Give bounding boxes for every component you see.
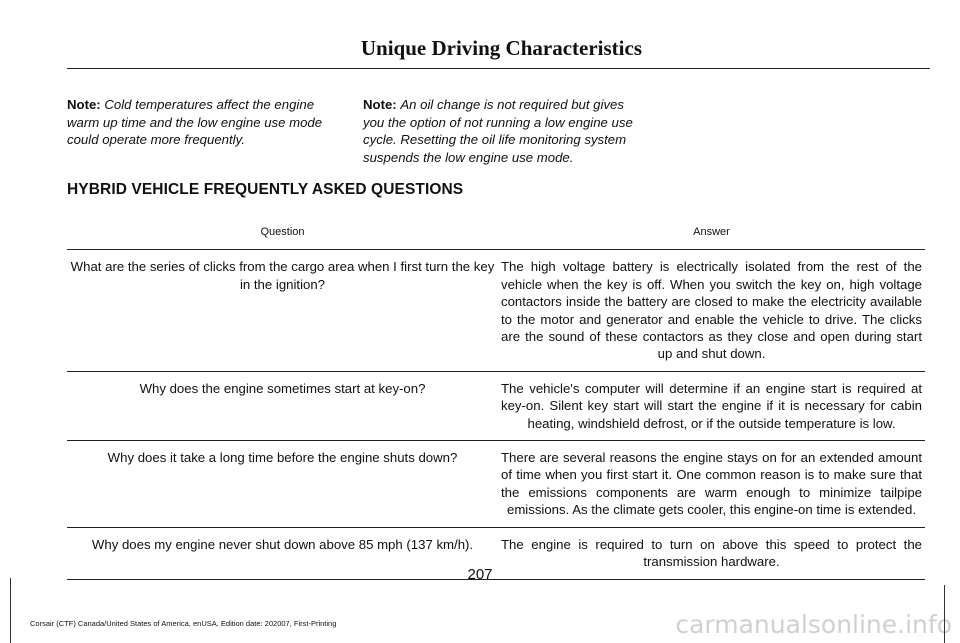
- table-header-row: [67, 218, 925, 250]
- header-divider: [67, 68, 930, 69]
- answer-cell: The vehicle's computer will determine if an engine start is required at key-on. Silent key start will start the engine if it is necessary for cabin heating, windshield defrost, or if the outside temperature is low.: [498, 371, 925, 440]
- question-cell: What are the series of clicks from the cargo area when I first turn the key in the ignition?: [67, 250, 498, 371]
- page-header-title: Unique Driving Characteristics: [360, 36, 642, 60]
- question-cell: Why does my engine never shut down above 85 mph (137 km/h).: [67, 527, 498, 579]
- edition-footer: Corsair (CTF) Canada/United States of America, enUSA, Edition date: 202007, First-Printing: [30, 619, 337, 628]
- answer-cell: The engine is required to turn on above this speed to protect the transmission hardware.: [498, 527, 925, 579]
- faq-table: [67, 218, 925, 580]
- answer-cell: The high voltage battery is electrically isolated from the rest of the vehicle when the key is off. When you switch the key on, high voltage contactors inside the battery are closed to make the electricity available to the motor and generator and enable the vehicle to drive. The clicks are the sound of these contactors as they close and open during start up and shut down.: [498, 250, 925, 371]
- question-cell: Why does it take a long time before the engine shuts down?: [67, 441, 498, 528]
- table-row: [67, 250, 925, 371]
- note-text: An oil change is not required but gives you the option of not running a low engine use cycle. Resetting the oil life monitoring system suspends the low engine use mode.: [363, 97, 633, 165]
- column-header-answer: Answer: [498, 218, 925, 250]
- table-row: [67, 441, 925, 528]
- question-cell: Why does the engine sometimes start at key-on?: [67, 371, 498, 440]
- note-text: Cold temperatures affect the engine warm up time and the low engine use mode could operate more frequently.: [67, 97, 323, 147]
- note-oil-change: [363, 96, 638, 166]
- note-label: Note:: [67, 97, 101, 112]
- crop-mark-left: [10, 578, 11, 643]
- section-heading: HYBRID VEHICLE FREQUENTLY ASKED QUESTIONS: [67, 181, 464, 198]
- note-label: Note:: [363, 97, 397, 112]
- answer-cell: There are several reasons the engine stays on for an extended amount of time when you first start it. One common reason is to make sure that the emissions components are warm enough to minimize tailpipe emissions. As the climate gets cooler, this engine-on time is extended.: [498, 441, 925, 528]
- note-cold-temperatures: [67, 96, 347, 149]
- page-number: 207: [467, 566, 493, 583]
- watermark: carmanualsonline.info: [675, 610, 952, 639]
- crop-mark-right: [944, 585, 945, 643]
- table-row: [67, 371, 925, 440]
- column-header-question: Question: [67, 218, 498, 250]
